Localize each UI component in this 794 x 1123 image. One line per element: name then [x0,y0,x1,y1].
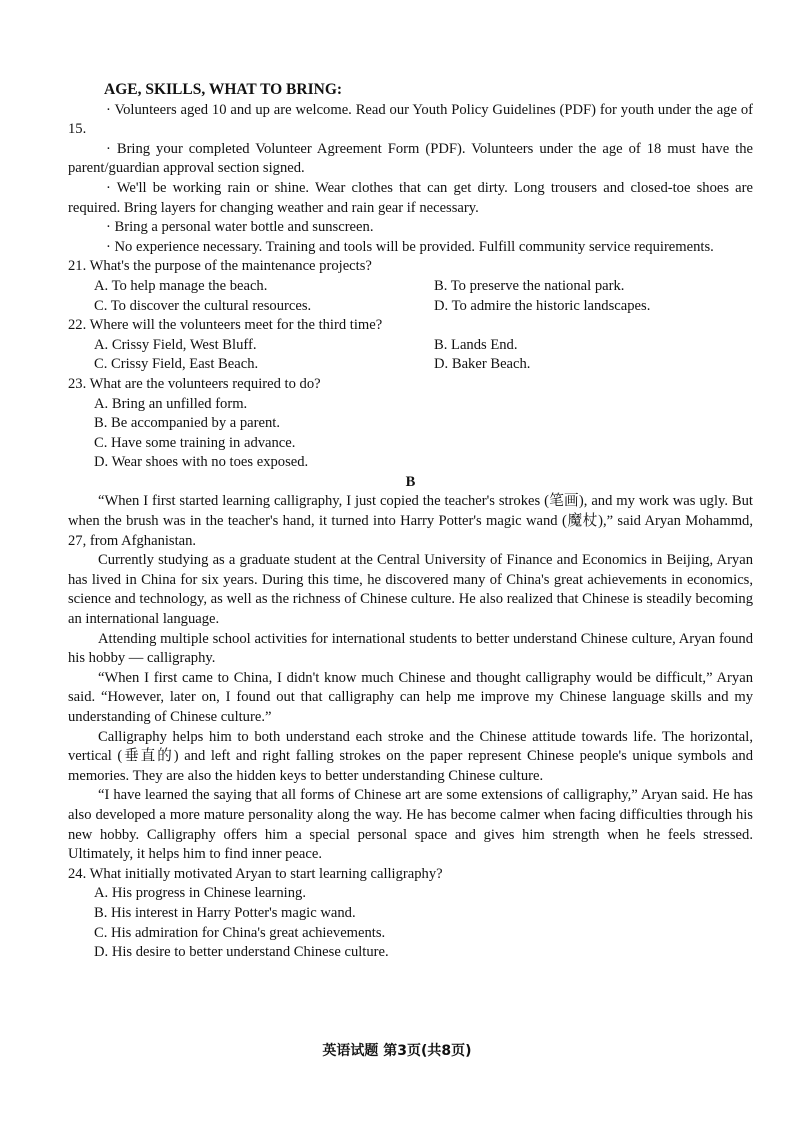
section-b-label: B [405,473,416,490]
option-a: A. His progress in Chinese learning. [94,885,306,902]
option-a: A. To help manage the beach. [94,277,268,294]
passage-paragraph: “I have learned the saying that all forms of Chinese art are some extensions of calligraphy,” Aryan said. He has also developed a more mature personality along the way. He has become calmer when facing difficulties through his new hobby. Calligraphy offers him a special personal space and gives him strength when he feels stressed. Ultimately, it helps him to find inner peace. [68,787,753,863]
option-c: C. To discover the cultural resources. [94,297,312,314]
option-b: B. Lands End. [434,336,518,353]
bullet-item: · No experience necessary. Training and tools will be provided. Fulfill community service requirements. [106,238,714,255]
passage-paragraph: “When I first came to China, I didn't know much Chinese and thought calligraphy would be difficult,” Aryan said. “However, later on, I found out that calligraphy can help me improve my Chinese language skills and my understanding of Chinese culture.” [68,669,753,725]
page-footer: 英语试题 第3页(共8页) [322,1043,472,1059]
bullet-item: · Volunteers aged 10 and up are welcome. Read our Youth Policy Guidelines (PDF) for youth under the age of 15. [68,101,753,138]
question-23-options [68,395,753,473]
question-21-options [68,277,753,316]
option-c: C. His admiration for China's great achievements. [94,924,386,941]
question-24: 24. What initially motivated Aryan to start learning calligraphy? [68,865,443,882]
passage-paragraph: Attending multiple school activities for international students to better understand Chinese culture, Aryan found his hobby — calligraphy. [68,630,753,667]
option-d: D. Baker Beach. [434,356,531,373]
section-heading: AGE, SKILLS, WHAT TO BRING: [104,81,343,98]
bullet-item: · Bring a personal water bottle and sunscreen. [106,219,374,236]
option-d: D. Wear shoes with no toes exposed. [94,454,309,471]
option-c: C. Crissy Field, East Beach. [94,356,259,373]
option-d: D. His desire to better understand Chinese culture. [94,944,389,961]
option-b: B. His interest in Harry Potter's magic wand. [94,904,356,921]
option-b: B. To preserve the national park. [434,277,625,294]
question-21: 21. What's the purpose of the maintenance projects? [68,258,372,275]
question-24-options [68,884,753,962]
option-c: C. Have some training in advance. [94,434,296,451]
question-22: 22. Where will the volunteers meet for the third time? [68,317,383,334]
bullet-item: · Bring your completed Volunteer Agreement Form (PDF). Volunteers under the age of 18 must have the parent/guardian approval section signed. [68,140,753,177]
passage-paragraph: Calligraphy helps him to both understand each stroke and the Chinese attitude towards life. The horizontal, vertical (垂直的) and left and right falling strokes on the paper represent Chinese people's unique symbols and memories. They are also the hidden keys to better understanding Chinese culture. [68,728,753,784]
option-b: B. Be accompanied by a parent. [94,415,280,432]
question-23: 23. What are the volunteers required to do? [68,375,321,392]
option-a: A. Crissy Field, West Bluff. [94,336,257,353]
option-d: D. To admire the historic landscapes. [434,297,651,314]
question-22-options [68,336,753,375]
passage-paragraph: “When I first started learning calligraphy, I just copied the teacher's strokes (笔画), and my work was ugly. But when the brush was in the teacher's hand, it turned into Harry Potter's magic wand (魔杖),” said Aryan Mohammd, 27, from Afghanistan. [68,493,753,549]
option-a: A. Bring an unfilled form. [94,395,248,412]
passage-paragraph: Currently studying as a graduate student at the Central University of Finance and Economics in Beijing, Aryan has lived in China for six years. During this time, he discovered many of China's great achievements in economics, science and technology, as well as the richness of Chinese culture. He also realized that Chinese is steadily becoming an international language. [68,552,753,628]
bullet-item: · We'll be working rain or shine. Wear clothes that can get dirty. Long trousers and closed-toe shoes are required. Bring layers for changing weather and rain gear if necessary. [68,179,753,216]
page-content [68,80,753,963]
